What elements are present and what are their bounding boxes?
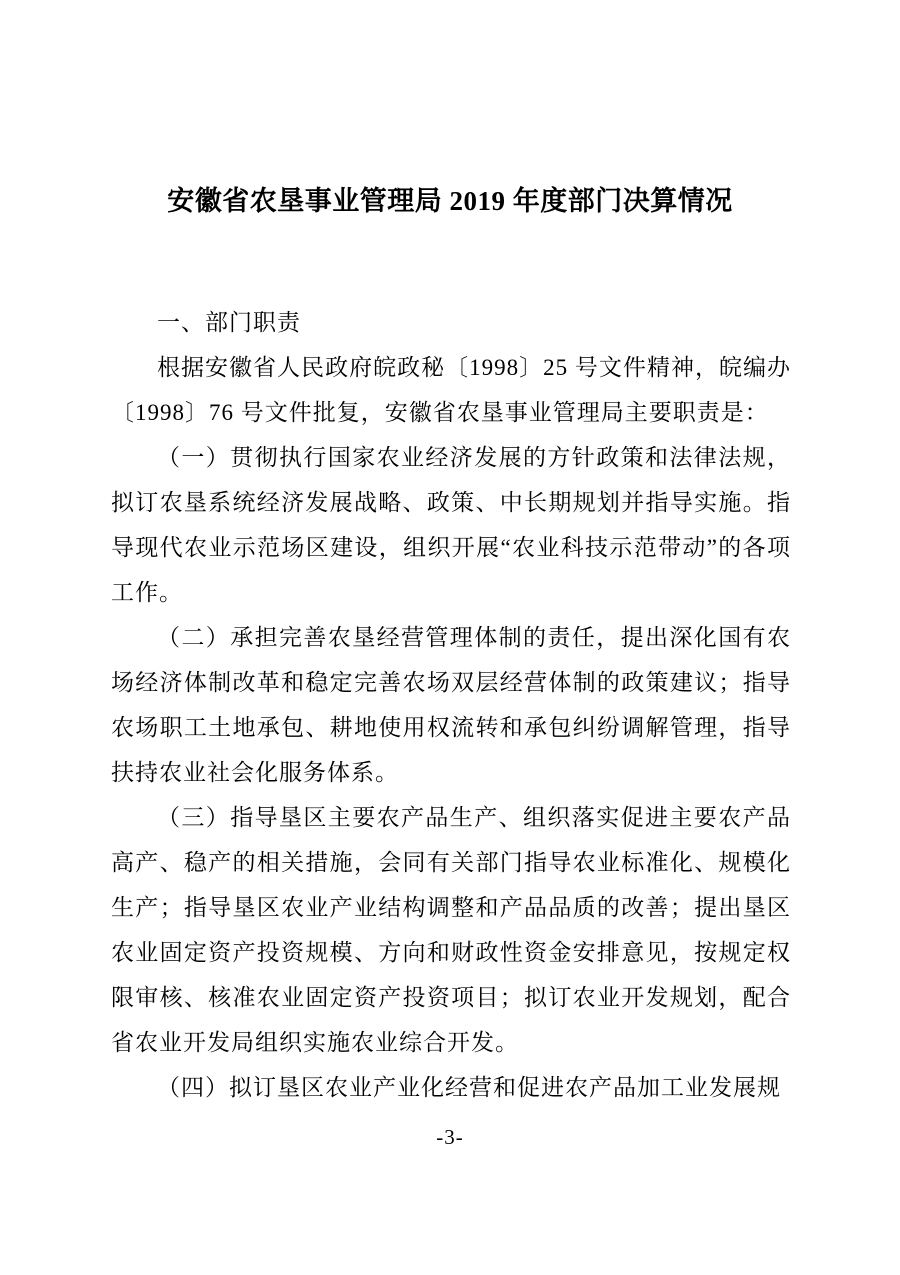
document-title: 安徽省农垦事业管理局 2019 年度部门决算情况	[167, 186, 733, 217]
page-number: -3-	[436, 1125, 464, 1149]
paragraph-duty-3: （三）指导垦区主要农产品生产、组织落实促进主要农产品高产、稳产的相关措施，会同有关部门指导农业标准化、规模化生产；指导垦区农业产业结构调整和产品品质的改善；提出垦区农业固定资产投资规模、方向和财政性资金安排意见，按规定权限审核、核准农业固定资产投资项目；拟订农业开发规划，配合省农业开发局组织实施农业综合开发。	[111, 805, 791, 1055]
paragraph-duty-2: （二）承担完善农垦经营管理体制的责任，提出深化国有农场经济体制改革和稳定完善农场双层经营体制的政策建议；指导农场职工土地承包、耕地使用权流转和承包纠纷调解管理，指导扶持农业社会化服务体系。	[111, 625, 791, 785]
paragraph-intro: 根据安徽省人民政府皖政秘〔1998〕25 号文件精神，皖编办〔1998〕76 号文件批复，安徽省农垦事业管理局主要职责是：	[111, 355, 791, 425]
paragraph-duty-4-truncated: （四）拟订垦区农业产业化经营和促进农产品加工业发展规	[157, 1075, 781, 1100]
paragraph-duty-1: （一）贯彻执行国家农业经济发展的方针政策和法律法规，拟订农垦系统经济发展战略、政策、中长期规划并指导实施。指导现代农业示范场区建设，组织开展“农业科技示范带动”的各项工作。	[111, 445, 791, 605]
section-heading: 一、部门职责	[157, 310, 301, 335]
document-body	[111, 300, 791, 1110]
